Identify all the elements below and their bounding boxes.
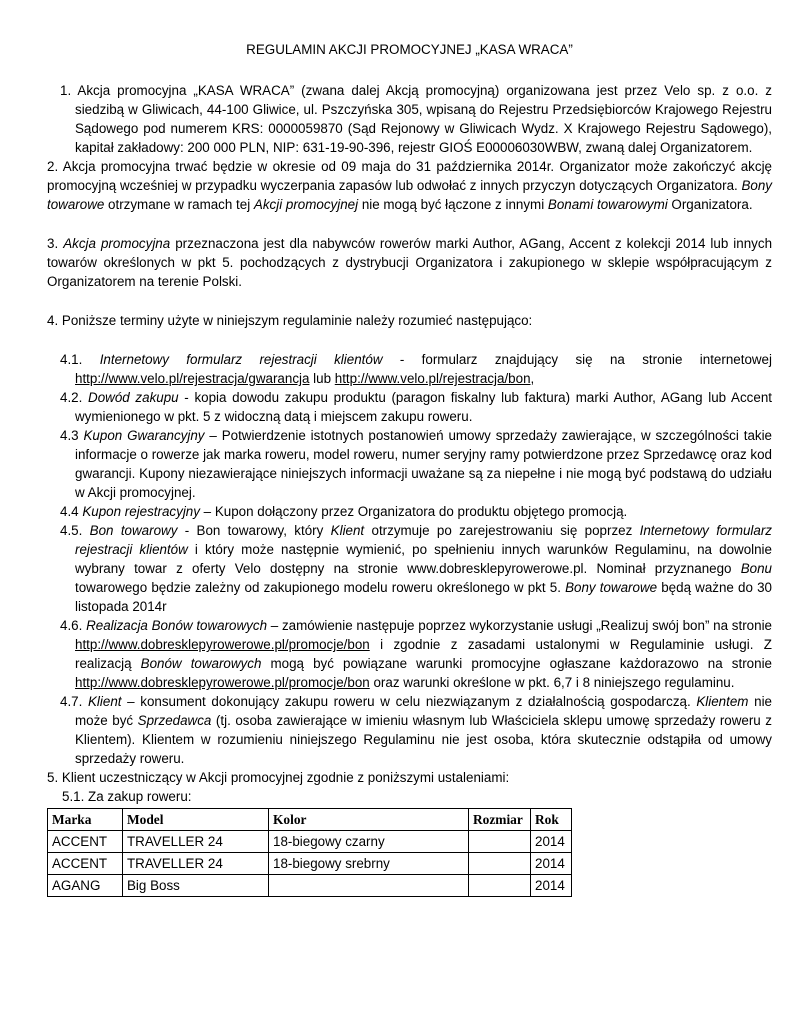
- cell-marka: AGANG: [48, 875, 123, 897]
- cell-rozmiar: [469, 853, 531, 875]
- cell-rozmiar: [469, 875, 531, 897]
- cell-kolor: 18-biegowy srebrny: [269, 853, 469, 875]
- cell-rok: 2014: [531, 831, 572, 853]
- paragraph-3: 3. Akcja promocyjna przeznaczona jest dla nabywców rowerów marki Author, AGang, Accent z kolekcji 2014 lub innych towarów określonych w pkt 5. pochodzących z dystrybucji Organizatora i zakupionego w sklepie współpracującym z Organizatorem na terenie Polski.: [47, 236, 773, 289]
- cell-marka: ACCENT: [48, 853, 123, 875]
- link-rejestracja-gwarancja[interactable]: http://www.velo.pl/rejestracja/gwarancja: [75, 371, 310, 386]
- header-model: Model: [123, 809, 269, 831]
- definition-4-7: 4.7. Klient – konsument dokonujący zakupu roweru w celu niezwiązanym z działalnością gospodarczą. Klientem nie może być Sprzedawca (tj. osoba zawierające w imieniu własnym lub Właściciela sklepu umowę sprzedaży roweru z Klientem). Klientem w rozumieniu niniejszego Regulaminu nie jest osoba, która skutecznie odstąpiła od umowy sprzedaży roweru.: [60, 694, 772, 766]
- cell-rozmiar: [469, 831, 531, 853]
- link-promocje-bon-1[interactable]: http://www.dobresklepyrowerowe.pl/promocje/bon: [75, 637, 370, 652]
- cell-rok: 2014: [531, 875, 572, 897]
- cell-rok: 2014: [531, 853, 572, 875]
- definition-4-4: 4.4 Kupon rejestracyjny – Kupon dołączony przez Organizatora do produktu objętego promocją.: [60, 504, 628, 519]
- header-rozmiar: Rozmiar: [469, 809, 531, 831]
- paragraph-2: 2. Akcja promocyjna trwać będzie w okresie od 09 maja do 31 października 2014r. Organizator może zakończyć akcję promocyjną wcześniej w przypadku wyczerpania zapasów lub odwołać z innych przyczyn dotyczących Organizatora. Bony towarowe otrzymane w ramach tej Akcji promocyjnej nie mogą być łączone z innymi Bonami towarowymi Organizatora.: [47, 159, 772, 212]
- link-rejestracja-bon[interactable]: http://www.velo.pl/rejestracja/bon: [334, 371, 531, 386]
- definition-4-3: 4.3 Kupon Gwarancyjny – Potwierdzenie istotnych postanowień umowy sprzedaży zawierające, w szczególności takie informacje o rowerze jak marka roweru, model roweru, numer seryjny ramy potwierdzone przez Sprzedawcę oraz kod gwarancji. Kupony niezawierające niniejszych informacji uważane są za niepełne i nie mogą być podstawą do udziału w Akcji promocyjnej.: [60, 428, 773, 500]
- header-kolor: Kolor: [269, 809, 469, 831]
- paragraph-4: 4. Poniższe terminy użyte w niniejszym regulaminie należy rozumieć następująco:: [47, 313, 533, 328]
- link-promocje-bon-2[interactable]: http://www.dobresklepyrowerowe.pl/promocje/bon: [75, 675, 370, 690]
- header-marka: Marka: [48, 809, 123, 831]
- header-rok: Rok: [531, 809, 572, 831]
- cell-model: TRAVELLER 24: [123, 831, 269, 853]
- table-row: [48, 853, 572, 875]
- definition-4-6: 4.6. Realizacja Bonów towarowych – zamówienie następuje poprzez wykorzystanie usługi „Realizuj swój bon” na stronie http://www.dobresklepyrowerowe.pl/promocje/bon i zgodnie z zasadami ustalonymi w Regulaminie usługi. Z realizacją Bonów towarowych mogą być powiązane warunki promocyjne ogłaszane każdorazowo na stronie http://www.dobresklepyrowerowe.pl/promocje/bon oraz warunki określone w pkt. 6,7 i 8 niniejszego regulaminu.: [60, 618, 772, 690]
- definition-4-2: 4.2. Dowód zakupu - kopia dowodu zakupu produktu (paragon fiskalny lub faktura) marki Author, AGang lub Accent wymienionego w pkt. 5 z widoczną datą i miejscem zakupu roweru.: [60, 390, 772, 424]
- cell-model: Big Boss: [123, 875, 269, 897]
- definition-4-5: 4.5. Bon towarowy - Bon towarowy, który Klient otrzymuje po zarejestrowaniu się poprzez Internetowy formularz rejestracji klientów i który może następnie wymienić, po spełnieniu innych warunków Regulaminu, na dowolnie wybrany towar z oferty Velo dostępny na stronie www.dobresklepyrowerowe.pl. Nominał przyznanego Bonu towarowego będzie zależny od zakupionego modelu roweru określonego w pkt 5. Bony towarowe będą ważne do 30 listopada 2014r: [60, 523, 773, 614]
- cell-kolor: [269, 875, 469, 897]
- table-header-row: [48, 809, 572, 831]
- paragraph-5: 5. Klient uczestniczący w Akcji promocyjnej zgodnie z poniższymi ustaleniami:: [47, 770, 510, 785]
- definitions-list: [47, 350, 772, 768]
- cell-model: TRAVELLER 24: [123, 853, 269, 875]
- document-page: [47, 40, 772, 897]
- document-title: REGULAMIN AKCJI PROMOCYJNEJ „KASA WRACA”: [246, 42, 573, 57]
- paragraph-1: 1. Akcja promocyjna „KASA WRACA” (zwana dalej Akcją promocyjną) organizowana jest przez Velo sp. z o.o. z siedzibą w Gliwicach, 44-100 Gliwice, ul. Pszczyńska 305, wpisaną do Rejestru Przedsiębiorców Krajowego Rejestru Sądowego pod numerem KRS: 0000059870 (Sąd Rejonowy w Gliwicach Wydz. X Krajowego Rejestru Sądowego), kapitał zakładowy: 200 000 PLN, NIP: 631-19-90-396, rejestr GIOŚ E00006030WBW, zwaną dalej Organizatorem.: [60, 83, 772, 155]
- cell-marka: ACCENT: [48, 831, 123, 853]
- table-row: [48, 831, 572, 853]
- paragraph-5-1: 5.1. Za zakup roweru:: [62, 789, 192, 804]
- bike-models-table: [47, 808, 572, 897]
- table-row: [48, 875, 572, 897]
- definition-4-1: 4.1. Internetowy formularz rejestracji klientów - formularz znajdujący się na stronie internetowej http://www.velo.pl/rejestracja/gwarancja lub http://www.velo.pl/rejestracja/bon,: [60, 352, 772, 386]
- cell-kolor: 18-biegowy czarny: [269, 831, 469, 853]
